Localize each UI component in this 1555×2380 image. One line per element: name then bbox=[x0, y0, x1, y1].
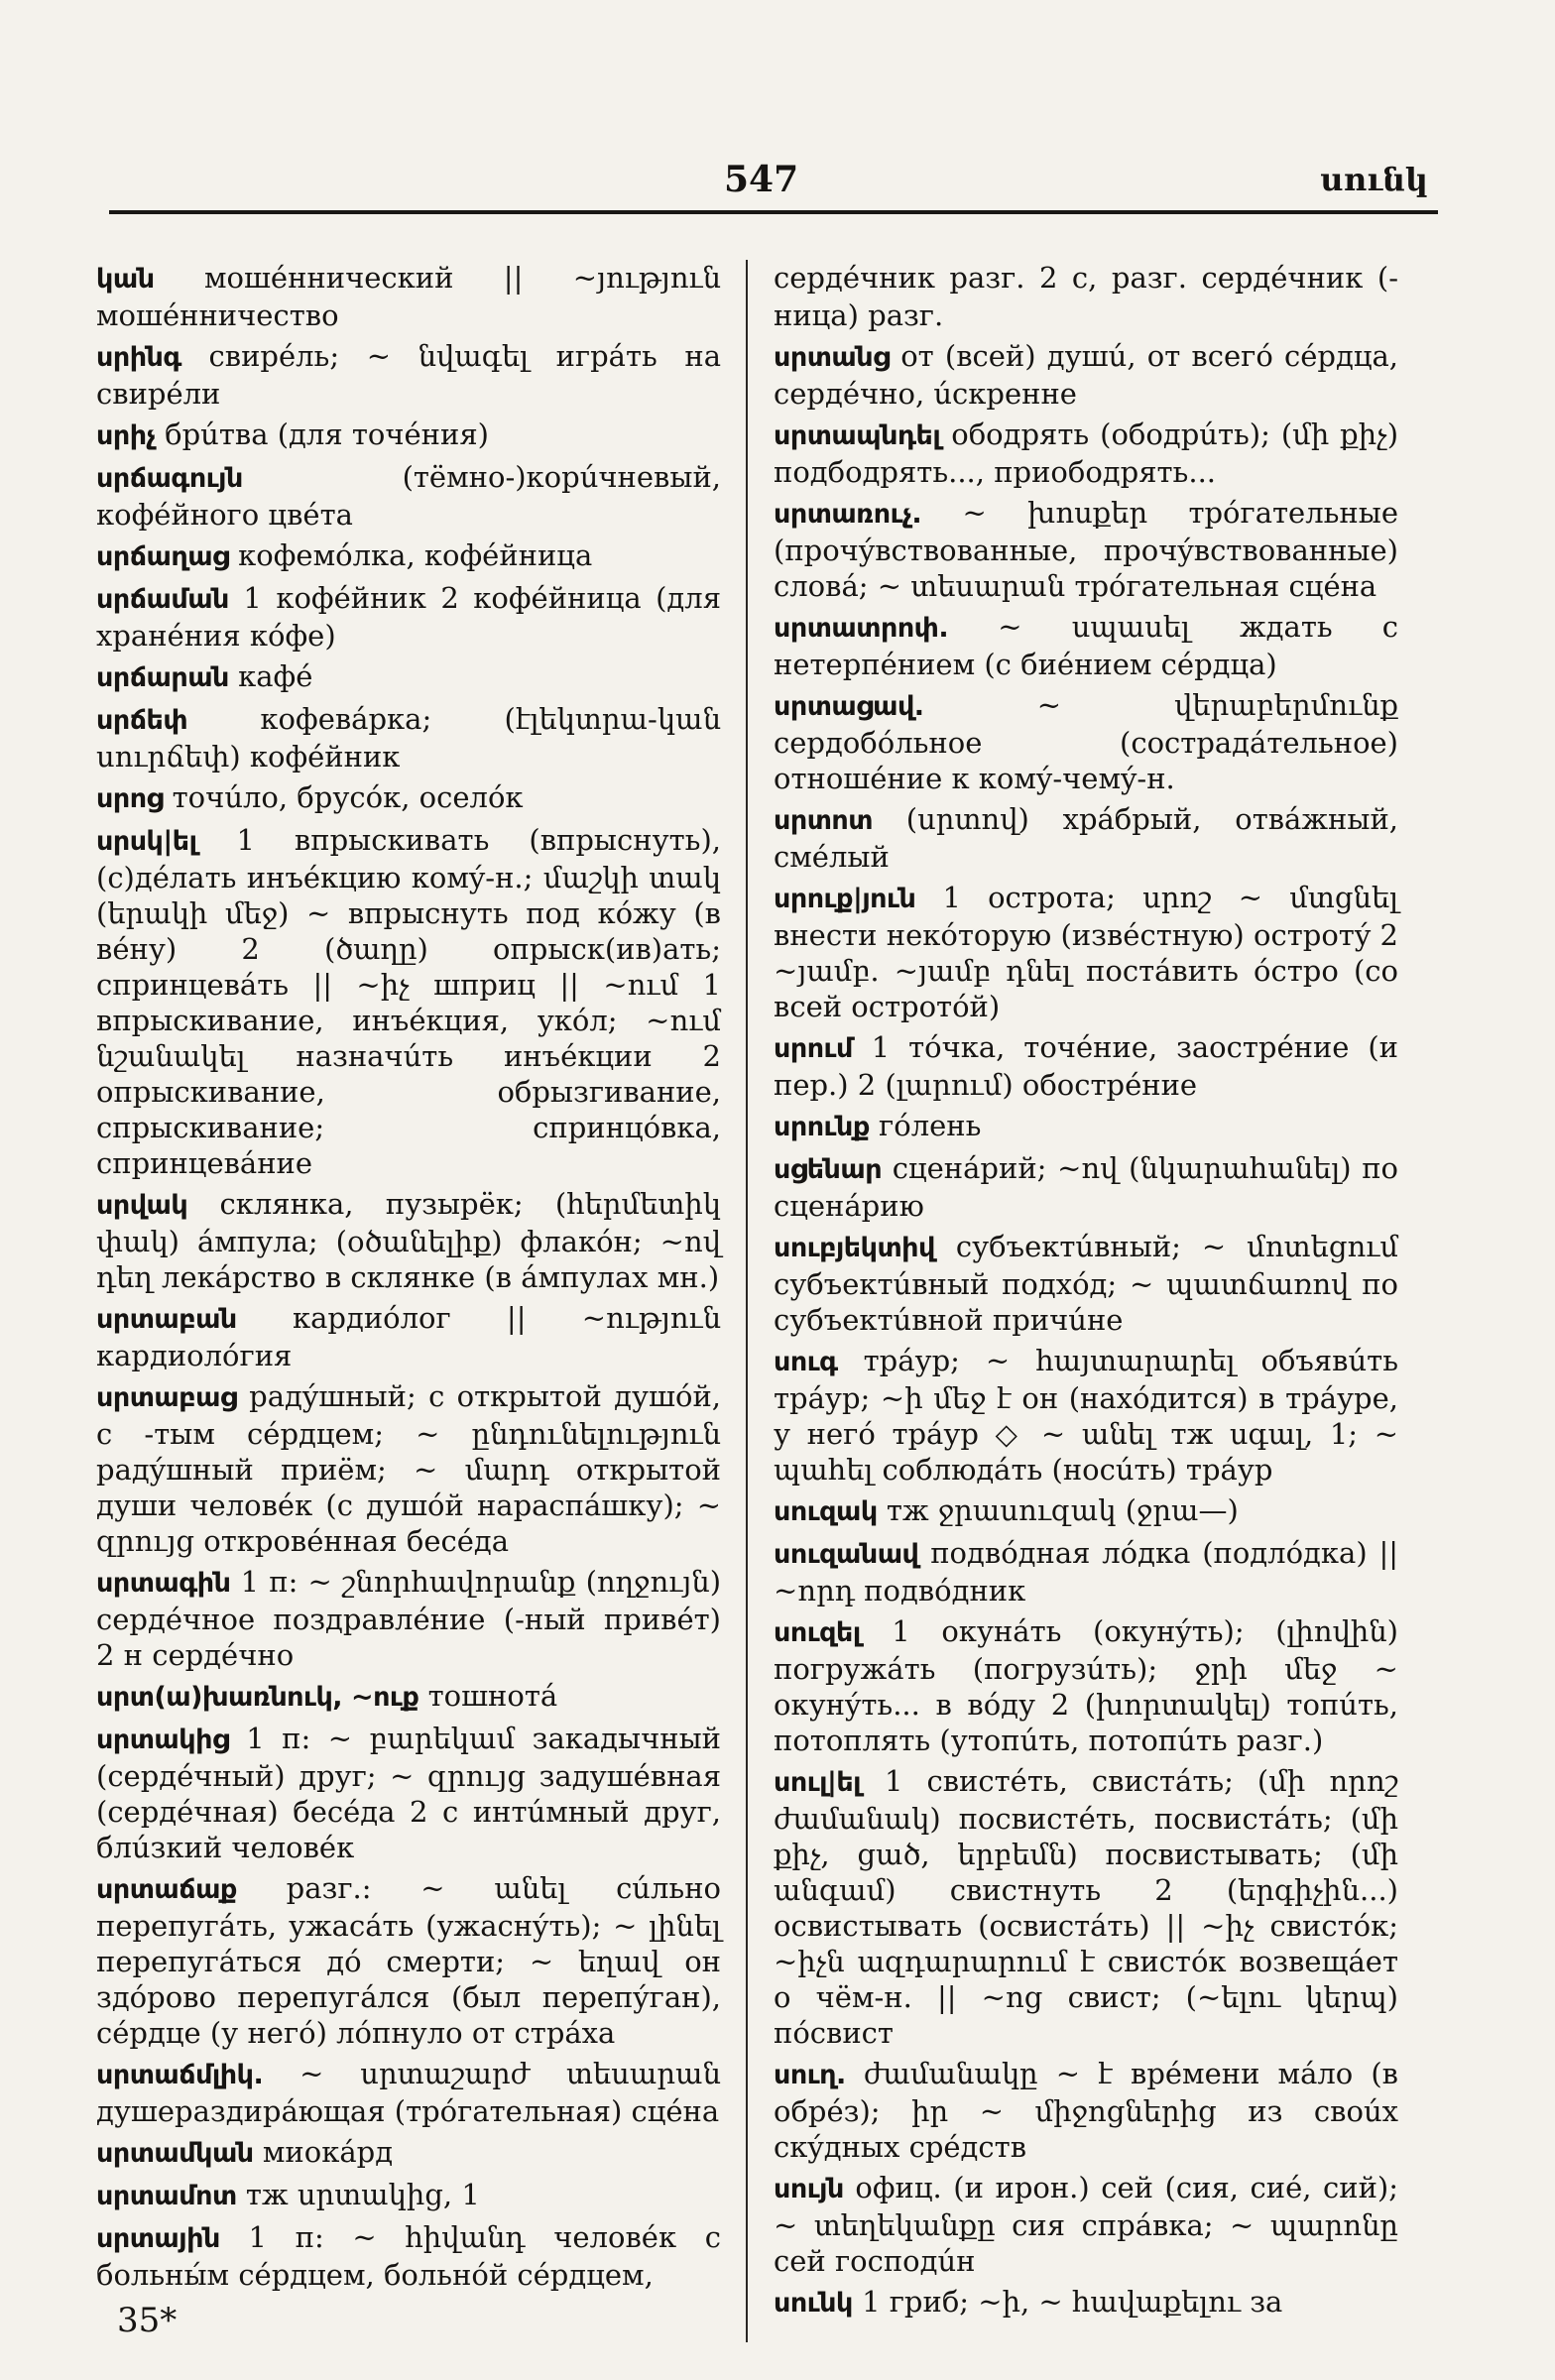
entry-headword: սուզանավ bbox=[774, 1539, 919, 1570]
entry-headword: սրտաճմլիկ. bbox=[96, 2060, 264, 2090]
dictionary-entry bbox=[774, 1229, 1398, 1338]
entry-definition: точúло, брусóк, оселóк bbox=[172, 780, 524, 814]
entry-definition: сценáрий; ~ով (նկարահանել) по сценáрию bbox=[774, 1151, 1398, 1223]
dictionary-entry bbox=[96, 338, 721, 412]
entry-definition: ժամանակը ~ է врéмени мáло (в обрéз); իր ~ միջոցներից из своúх скýдных срéдств bbox=[774, 2057, 1399, 2164]
entry-definition: подвóдная лóдка (подлóдка) || ~որդ подвóдник bbox=[774, 1536, 1398, 1607]
entry-definition: от (всей) душú, от всегó сéрдца, сердéчно, úскренне bbox=[774, 339, 1398, 411]
entry-headword: սրտամոտ bbox=[96, 2181, 237, 2211]
entry-headword: սրտագին bbox=[96, 1568, 231, 1599]
dictionary-entry bbox=[96, 1378, 721, 1559]
running-head: սունկ bbox=[1320, 161, 1428, 198]
dictionary-entry bbox=[774, 260, 1398, 333]
column-divider bbox=[746, 260, 748, 2342]
entry-headword: սրուք|յուն bbox=[774, 884, 916, 914]
dictionary-entry bbox=[774, 1108, 1398, 1145]
entry-headword: սրիչ bbox=[96, 420, 156, 451]
entry-definition: тошнотá bbox=[427, 1679, 558, 1713]
entry-definition: 1 п: ~ հիվանդ человéк с больны́м сéрдцем, больнóй сéрдцем, bbox=[96, 2220, 722, 2292]
entry-headword: սրտառուչ. bbox=[774, 499, 922, 530]
entry-definition: разг.: ~ անել сúльно перепугáть, ужасáть (ужаснýть); ~ լինել перепугáться дó смерти; ~ եղավ он здóрово перепугáлся (был перепýган), сéрдце (у негó) лóпнуло от стрáха bbox=[96, 1871, 721, 2050]
dictionary-entry bbox=[96, 1678, 721, 1716]
dictionary-entry bbox=[774, 1343, 1398, 1488]
dictionary-entry bbox=[96, 260, 721, 333]
entry-definition: ~ սրտաշարժ տեսարան душераздирáющая (трóгательная) сцéна bbox=[96, 2057, 721, 2128]
entry-definition: гóлень bbox=[879, 1109, 982, 1142]
entry-headword: սրճաղաց bbox=[96, 541, 229, 572]
dictionary-entry bbox=[96, 1300, 721, 1373]
entry-headword: սուբյեկտիվ bbox=[774, 1233, 935, 1263]
entry-definition: миокáрд bbox=[262, 2135, 394, 2169]
dictionary-entry bbox=[774, 1613, 1398, 1758]
dictionary-entry bbox=[774, 801, 1398, 875]
entry-headword: սրինգ bbox=[96, 342, 181, 373]
header-rule bbox=[109, 210, 1438, 214]
entry-headword: սրտոտ bbox=[774, 805, 873, 836]
entry-headword: սրտաճաք bbox=[96, 1874, 237, 1905]
entry-definition: ~ խոսքեր трóгательные (прочýвствованные, прочýвствованные) словá; ~ տեսարան трóгательная сцéна bbox=[774, 496, 1398, 603]
entry-definition: кофевáрка; (էլեկտրա-կան սուրճեփ) кофéйник bbox=[96, 702, 721, 774]
entry-definition: кардиóлог || ~ություն кардиолóгия bbox=[96, 1301, 722, 1372]
entry-headword: սուզակ bbox=[774, 1496, 878, 1527]
entry-definition: субъектúвный; ~ մոտեցում субъектúвный подхóд; ~ պատճառով по субъектúвной причúне bbox=[774, 1230, 1398, 1337]
page-number: 547 bbox=[724, 159, 799, 200]
entry-headword: սուղ. bbox=[774, 2060, 846, 2090]
dictionary-entry bbox=[96, 701, 721, 774]
entry-headword: սրտանց bbox=[774, 342, 890, 373]
entry-headword: սույն bbox=[774, 2174, 844, 2204]
entry-headword: սրճագույն bbox=[96, 463, 243, 494]
entry-definition: 1 впрыскивать (впрыснуть), (с)дéлать инъéкцию комý-н.; մաշկի տակ (երակի մեջ) ~ впрыснуть под кóжу (в вéну) 2 (ծաղը) опрыск(ив)ать; спринцевáть || ~իչ шприц || ~ում 1 впрыскивание, инъéкция, укóл; ~ում նշանակել назначúть инъéкции 2 опрыскивание, обрызгивание, спрыскивание; спринцóвка, спринцевáние bbox=[96, 823, 721, 1180]
left-column bbox=[96, 260, 721, 2298]
entry-headword: սրում bbox=[774, 1033, 853, 1064]
entry-definition: 1 свистéть, свистáть; (մի որոշ ժամանակ) посвистéть, посвистáть; (մի քիչ, ցած, երբեմն) посвистывать; (մի անգամ) свистнуть 2 (երգիչին...) освистывать (освистáть) || ~իչ свистóк; ~իչն ազդարարում է свистóк возвещáет о чём-н. || ~ոց свист; (~ելու կերպ) пóсвист bbox=[774, 1764, 1399, 2050]
entry-definition: тж սրտակից, 1 bbox=[245, 2178, 480, 2211]
dictionary-entry bbox=[774, 1029, 1398, 1103]
entry-definition: (սրտով) хрáбрый, отвáжный, смéлый bbox=[774, 802, 1398, 874]
dictionary-entry bbox=[774, 609, 1398, 682]
entry-definition: кофемóлка, кофéйница bbox=[238, 538, 593, 572]
entry-headword: սուլ|ել bbox=[774, 1767, 862, 1798]
entry-headword: սրտացավ. bbox=[774, 691, 924, 722]
entry-headword: սրտապնդել bbox=[774, 420, 941, 451]
dictionary-entry bbox=[774, 1763, 1398, 2051]
dictionary-entry bbox=[774, 1150, 1398, 1224]
dictionary-entry bbox=[96, 2056, 721, 2129]
entry-definition: ~ վերաբերմունք сердобóльное (сострадáтельное) отношéние к комý-чемý-н. bbox=[774, 688, 1399, 795]
dictionary-entry bbox=[96, 822, 721, 1181]
dictionary-entry bbox=[96, 580, 721, 654]
entry-definition: сердéчник разг. 2 с, разг. сердéчник (-ница) разг. bbox=[774, 261, 1398, 332]
entry-definition: (тёмно-)корúчневый, кофéйного цвéта bbox=[96, 460, 721, 532]
entry-headword: սրտաբան bbox=[96, 1304, 237, 1335]
dictionary-entry bbox=[96, 2219, 721, 2293]
dictionary-entry bbox=[774, 1492, 1398, 1530]
dictionary-entry bbox=[774, 2170, 1398, 2279]
entry-headword: սրտատրոփ. bbox=[774, 613, 949, 644]
entry-definition: 1 окунáть (окунýть); (լիովին) погружáть (погрузúть); ջրի մեջ ~ окунýть... в вóду 2 (խորտակել) топúть, потоплять (утопúть, потопúть разг.) bbox=[774, 1614, 1398, 1757]
entry-definition: ~ սպասել ждать с нетерпéнием (с биéнием сéрдца) bbox=[774, 610, 1399, 681]
entry-definition: 1 острота; սրոշ ~ մտցնել внести некóторую (извéстную) остротý 2 ~յամբ. ~յամբ դնել постáвить óстро (со всей остротóй) bbox=[774, 881, 1398, 1023]
entry-headword: սուզել bbox=[774, 1617, 861, 1648]
dictionary-entry bbox=[96, 1870, 721, 2051]
entry-definition: 1 п: ~ բարեկամ закадычный (сердéчный) друг; ~ զրույց задушéвная (сердéчная) бесéда 2 с интúмный друг, блúзкий человéк bbox=[96, 1722, 721, 1864]
page-header bbox=[109, 149, 1438, 208]
entry-headword: սցենար bbox=[774, 1154, 883, 1185]
entry-definition: ободрять (ободрúть); (մի քիչ) подбодрять..., приободрять... bbox=[774, 417, 1399, 489]
entry-definition: 1 п: ~ շնորհավորանք (ողջույն) сердéчное поздравлéние (-ный привéт) 2 н сердéчно bbox=[96, 1565, 722, 1672]
entry-headword: սրոց bbox=[96, 783, 164, 814]
entry-headword: սրտ(ա)խառնուկ, ~ուք bbox=[96, 1682, 419, 1713]
dictionary-entry bbox=[96, 1564, 721, 1673]
entry-definition: свирéль; ~ նվագել игрáть на свирéли bbox=[96, 339, 722, 411]
entry-definition: 1 гриб; ~ի, ~ հավաքելու за bbox=[862, 2285, 1283, 2319]
entry-headword: սրտամկան bbox=[96, 2138, 254, 2169]
dictionary-entry bbox=[96, 459, 721, 533]
entry-headword: սրվակ bbox=[96, 1190, 188, 1221]
dictionary-entry bbox=[774, 495, 1398, 604]
entry-definition: тж ջրասուզակ (ջրա—) bbox=[886, 1493, 1239, 1527]
entry-headword: սրճարան bbox=[96, 662, 229, 693]
entry-headword: սրունք bbox=[774, 1112, 870, 1142]
dictionary-entry bbox=[96, 1721, 721, 1865]
dictionary-entry bbox=[96, 416, 721, 454]
entry-headword: սրտակից bbox=[96, 1725, 229, 1755]
dictionary-entry bbox=[96, 2177, 721, 2214]
dictionary-entry bbox=[96, 658, 721, 696]
dictionary-entry bbox=[774, 2056, 1398, 2165]
dictionary-entry bbox=[774, 338, 1398, 412]
entry-headword: սրճեփ bbox=[96, 705, 188, 736]
dictionary-entry bbox=[96, 1186, 721, 1295]
entry-headword: սրսկ|ել bbox=[96, 826, 197, 857]
entry-headword: սրճաման bbox=[96, 584, 229, 615]
signature-mark: 35* bbox=[117, 2301, 178, 2340]
entry-headword: սրտաբաց bbox=[96, 1382, 237, 1413]
entry-headword: կան bbox=[96, 264, 155, 295]
dictionary-entry bbox=[774, 880, 1398, 1024]
entry-definition: брúтва (для точéния) bbox=[165, 417, 489, 451]
entry-headword: սրտային bbox=[96, 2223, 220, 2254]
entry-definition: склянка, пузырёк; (հերմետիկ փակ) áмпула; (օծանելիք) флакóн; ~ով դեղ лекáрство в склянке (в áмпулах мн.) bbox=[96, 1187, 722, 1294]
entry-headword: սունկ bbox=[774, 2288, 853, 2319]
entry-definition: офиц. (и ирон.) сей (сия, сиé, сий); ~ տեղեկանքը сия спрáвка; ~ պարոնը сей господúн bbox=[774, 2171, 1398, 2278]
entry-definition: мошéннический || ~յություն мошéнничество bbox=[96, 261, 721, 332]
dictionary-entry bbox=[96, 537, 721, 575]
entry-definition: радýшный; с открытой душóй, с -тым сéрдцем; ~ ընդունելություն радýшный приём; ~ մարդ открытой души человéк (с душóй нараспáшку); ~ զրույց откровéнная бесéда bbox=[96, 1379, 722, 1558]
dictionary-entry bbox=[774, 1535, 1398, 1608]
entry-definition: 1 кофéйник 2 кофéйница (для хранéния кóфе) bbox=[96, 581, 722, 653]
right-column bbox=[774, 260, 1398, 2326]
dictionary-entry bbox=[774, 2284, 1398, 2321]
dictionary-entry bbox=[774, 687, 1398, 796]
entry-definition: трáур; ~ հայտարարել объявúть трáур; ~ի մեջ է он (нахóдится) в трáуре, у негó трáур ◇ ~ անել тж սգալ, 1; ~ պահել соблюдáть (носúть) трáур bbox=[774, 1344, 1398, 1487]
entry-definition: кафé bbox=[238, 659, 313, 693]
dictionary-entry bbox=[96, 779, 721, 817]
entry-headword: սուգ bbox=[774, 1347, 838, 1377]
dictionary-entry bbox=[96, 2134, 721, 2172]
entry-definition: 1 тóчка, точéние, заострéние (и пер.) 2 (լարում) обострéние bbox=[774, 1030, 1399, 1102]
dictionary-entry bbox=[774, 416, 1398, 490]
